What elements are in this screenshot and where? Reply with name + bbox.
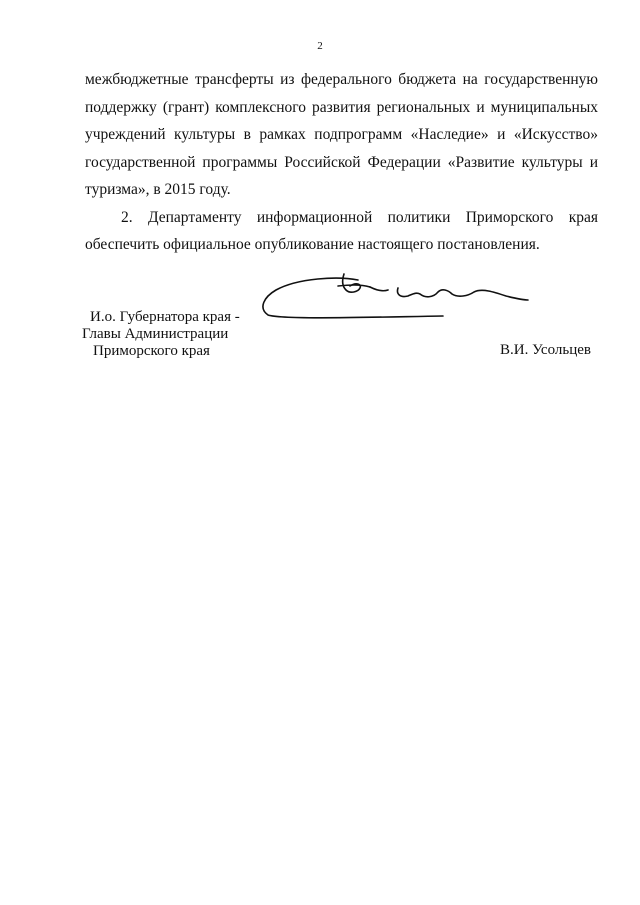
signatory-title-line-3: Приморского края xyxy=(93,343,210,359)
signatory-title-line-2: Главы Администрации xyxy=(82,326,229,342)
paragraph-transfers: межбюджетные трансферты из федерального бюджета на государственную поддержку (грант) комплексного развития региональных и муниципальных учреждений культуры в рамках подпрограмм «Наследие» и «Искусство» государственной программы Российской Федерации «Развитие культуры и туризма», в 2015 году. xyxy=(85,71,598,198)
signatory-title-line-1: И.о. Губернатора края - xyxy=(90,309,240,325)
paragraph-publication: 2. Департаменту информационной политики Приморского края обеспечить официальное опубликование настоящего постановления. xyxy=(85,208,598,253)
signer-name: В.И. Усольцев xyxy=(500,342,591,358)
page-number: 2 xyxy=(317,40,323,52)
body-text xyxy=(85,66,598,259)
